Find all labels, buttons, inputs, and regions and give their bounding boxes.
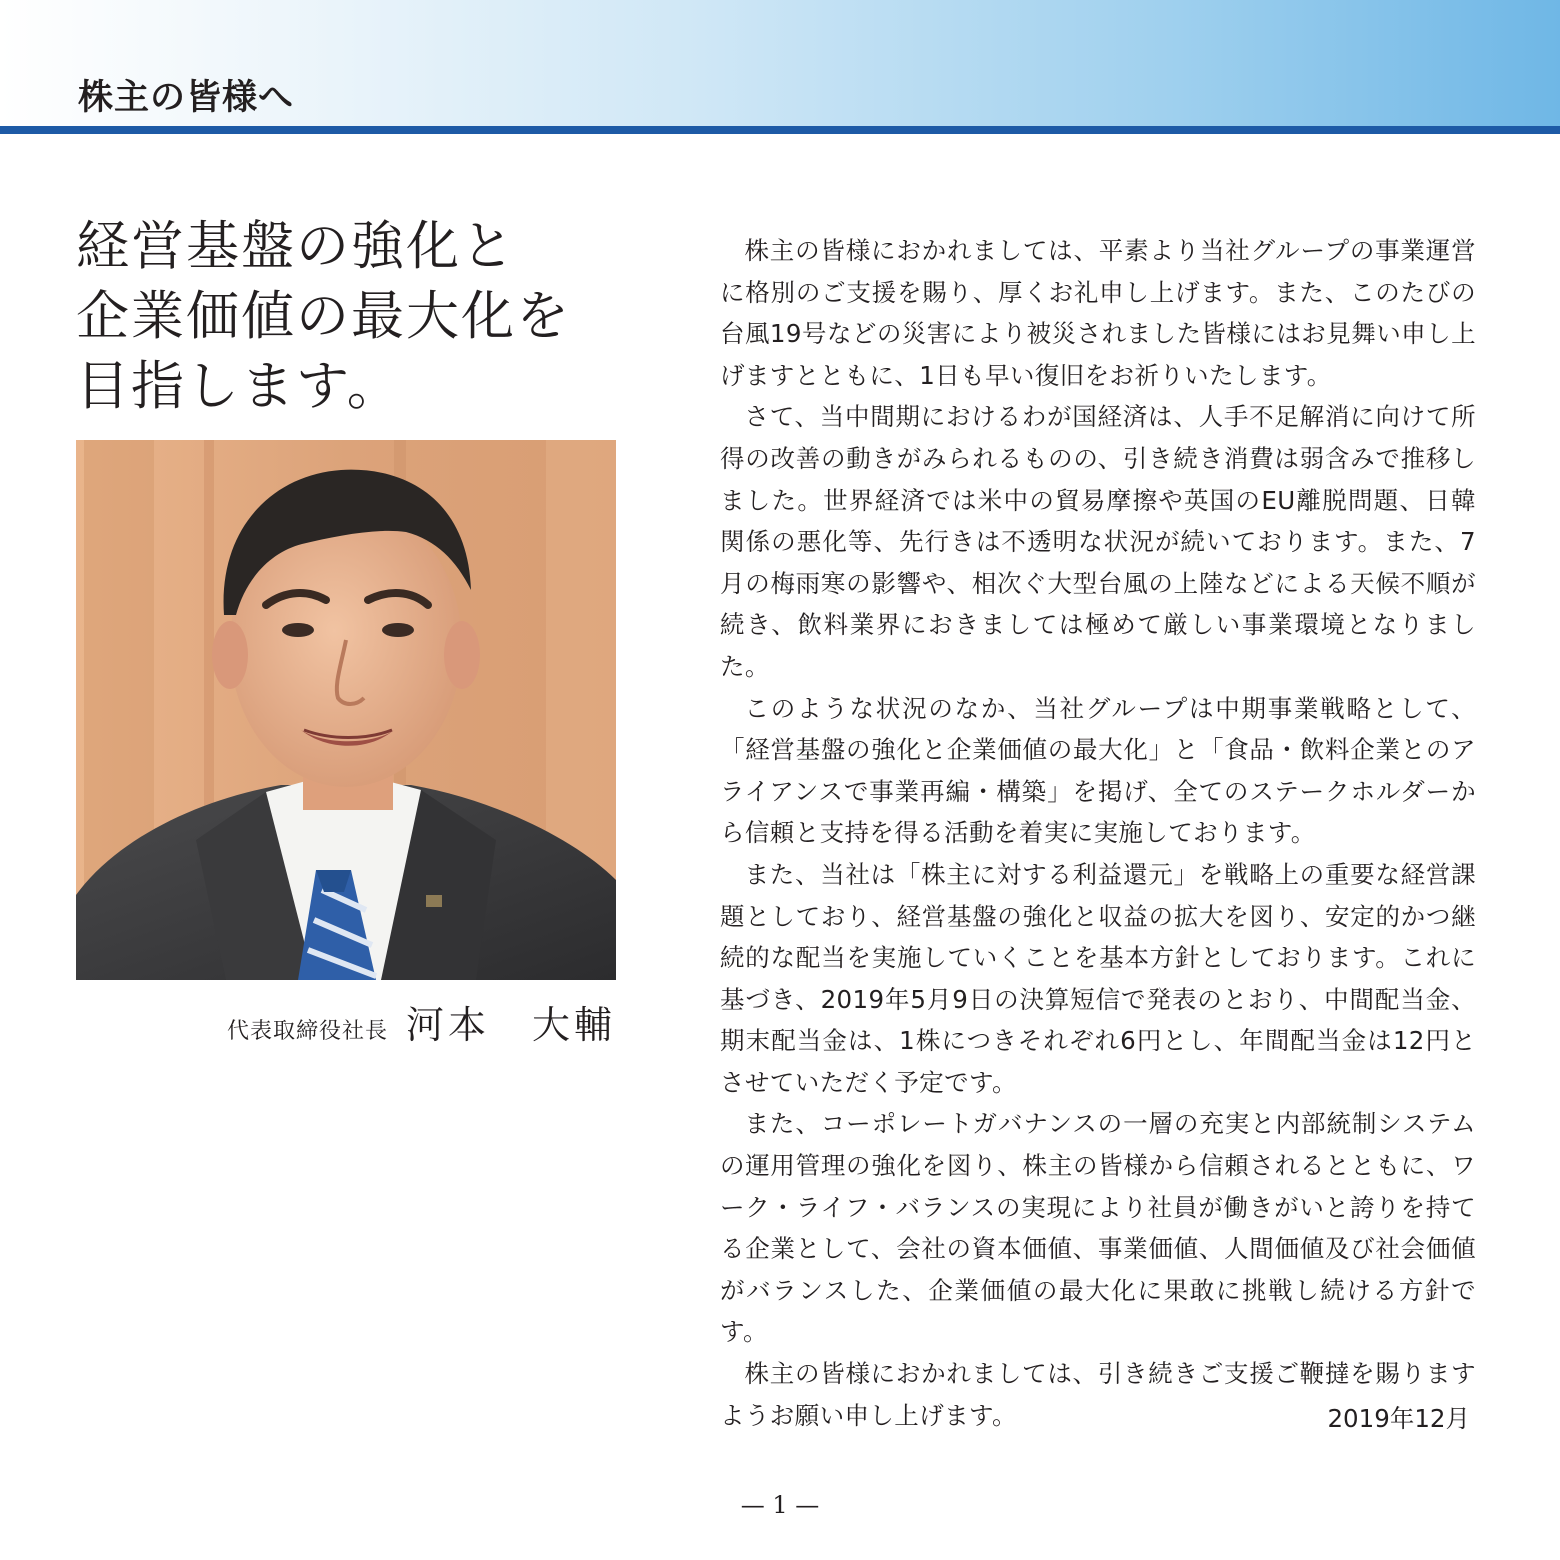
page-number: — 1 — (740, 1491, 820, 1519)
headline (76, 212, 676, 422)
header-rule (0, 126, 1560, 134)
letter-paragraph: このような状況のなか、当社グループは中期事業戦略として、「経営基盤の強化と企業価値の最大化」と「食品・飲料企業とのアライアンスで事業再編・構築」を掲げ、全てのステークホルダーから信頼と支持を得る活動を着実に実施しております。 (720, 693, 1476, 848)
headline-line: 目指します。 (76, 356, 402, 417)
letter-paragraph: 株主の皆様におかれましては、平素より当社グループの事業運営に格別のご支援を賜り、厚くお礼申し上げます。また、このたびの台風19号などの災害により被災されました皆様にはお見舞い申し上げますとともに、1日も早い復旧をお祈りいたします。 (720, 236, 1476, 390)
president-photo (76, 440, 616, 980)
letter-date: 2019年12月 (1327, 1404, 1470, 1433)
headline-line: 経営基盤の強化と (76, 216, 516, 277)
president-title: 代表取締役社長 (226, 1019, 388, 1044)
president-name: 河本 大輔 (405, 1003, 616, 1047)
letter-paragraph: また、当社は「株主に対する利益還元」を戦略上の重要な経営課題としており、経営基盤の強化と収益の拡大を図り、安定的かつ継続的な配当を実施していくことを基本方針としております。これに基づき、2019年5月9日の決算短信で発表のとおり、中間配当金、期末配当金は、1株につきそれぞれ6円とし、年間配当金は12円とさせていただく予定です。 (720, 859, 1476, 1097)
letter-paragraph: 株主の皆様におかれましては、引き続きご支援ご鞭撻を賜りますようお願い申し上げます。 (720, 1359, 1476, 1430)
headline-line: 企業価値の最大化を (76, 286, 571, 347)
letter-paragraph: また、コーポレートガバナンスの一層の充実と内部統制システムの運用管理の強化を図り、株主の皆様から信頼されるとともに、ワーク・ライフ・バランスの実現により社員が働きがいと誇りを持てる企業として、会社の資本価値、事業価値、人間価値及び社会価値がバランスした、企業価値の最大化に果敢に挑戦し続ける方針です。 (720, 1109, 1476, 1347)
section-title: 株主の皆様へ (78, 78, 295, 118)
letter-paragraph: さて、当中間期におけるわが国経済は、人手不足解消に向けて所得の改善の動きがみられるものの、引き続き消費は弱含みで推移しました。世界経済では米中の貿易摩擦や英国のEU離脱問題、日韓関係の悪化等、先行きは不透明な状況が続いております。また、7月の梅雨寒の影響や、相次ぐ大型台風の上陸などによる天候不順が続き、飲料業界におきましては極めて厳しい事業環境となりました。 (720, 402, 1476, 681)
letter-body (720, 230, 1476, 1436)
president-caption (76, 994, 616, 1049)
